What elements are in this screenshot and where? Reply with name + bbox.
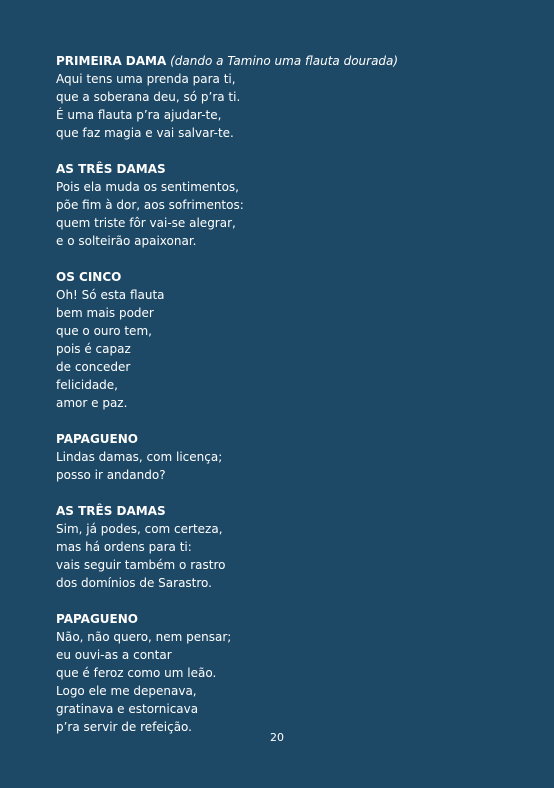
verse-line: que é feroz como um leão. — [56, 666, 217, 680]
speaker-name: PAPAGUENO — [56, 432, 138, 446]
verse-line: gratinava e estornicava — [56, 702, 199, 716]
verse-line: amor e paz. — [56, 396, 128, 410]
verse-line: que o ouro tem, — [56, 324, 152, 338]
dialogue-block-papagueno — [56, 430, 526, 484]
speaker-line — [56, 610, 526, 628]
speaker-line — [56, 160, 526, 178]
verse-line: Aqui tens uma prenda para ti, — [56, 72, 236, 86]
verse-line: felicidade, — [56, 378, 118, 392]
dialogue-block-os-cinco — [56, 268, 526, 412]
dialogue-block-as-tres-damas — [56, 160, 526, 250]
verse-line: eu ouvi-as a contar — [56, 648, 172, 662]
speaker-name: OS CINCO — [56, 270, 122, 284]
verse-line: de conceder — [56, 360, 131, 374]
speaker-line — [56, 52, 526, 70]
verse-line: Sim, já podes, com certeza, — [56, 522, 223, 536]
verse-line: Lindas damas, com licença; — [56, 450, 223, 464]
speaker-name: PAPAGUENO — [56, 612, 138, 626]
verse-line: bem mais poder — [56, 306, 154, 320]
speaker-line — [56, 268, 526, 286]
speaker-line — [56, 502, 526, 520]
verse-line: dos domínios de Sarastro. — [56, 576, 212, 590]
dialogue-block-primeira-dama — [56, 52, 526, 142]
speaker-name: PRIMEIRA DAMA — [56, 54, 167, 68]
verse-line: põe fim à dor, aos sofrimentos: — [56, 198, 244, 212]
verse-line: posso ir andando? — [56, 468, 166, 482]
verse-line: que faz magia e vai salvar-te. — [56, 126, 234, 140]
verse-line: pois é capaz — [56, 342, 131, 356]
verse-line: quem triste fôr vai-se alegrar, — [56, 216, 236, 230]
dialogue-block-as-tres-damas-2 — [56, 502, 526, 592]
verse-line: p’ra servir de refeição. — [56, 720, 192, 734]
verse-line: Oh! Só esta flauta — [56, 288, 165, 302]
verse-line: Não, não quero, nem pensar; — [56, 630, 232, 644]
speaker-line — [56, 430, 526, 448]
verse-line: Pois ela muda os sentimentos, — [56, 180, 239, 194]
page-number: 20 — [270, 731, 284, 744]
speaker-name: AS TRÊS DAMAS — [56, 162, 166, 176]
verse-line: mas há ordens para ti: — [56, 540, 192, 554]
dialogue-block-papagueno-2 — [56, 610, 526, 736]
stage-direction: (dando a Tamino uma flauta dourada) — [170, 54, 399, 68]
verse-line: vais seguir também o rastro — [56, 558, 226, 572]
verse-line: e o solteirão apaixonar. — [56, 234, 197, 248]
speaker-name: AS TRÊS DAMAS — [56, 504, 166, 518]
verse-line: Logo ele me depenava, — [56, 684, 197, 698]
verse-line: É uma flauta p’ra ajudar-te, — [56, 108, 222, 122]
verse-line: que a soberana deu, só p’ra ti. — [56, 90, 241, 104]
libretto-page — [56, 52, 526, 754]
